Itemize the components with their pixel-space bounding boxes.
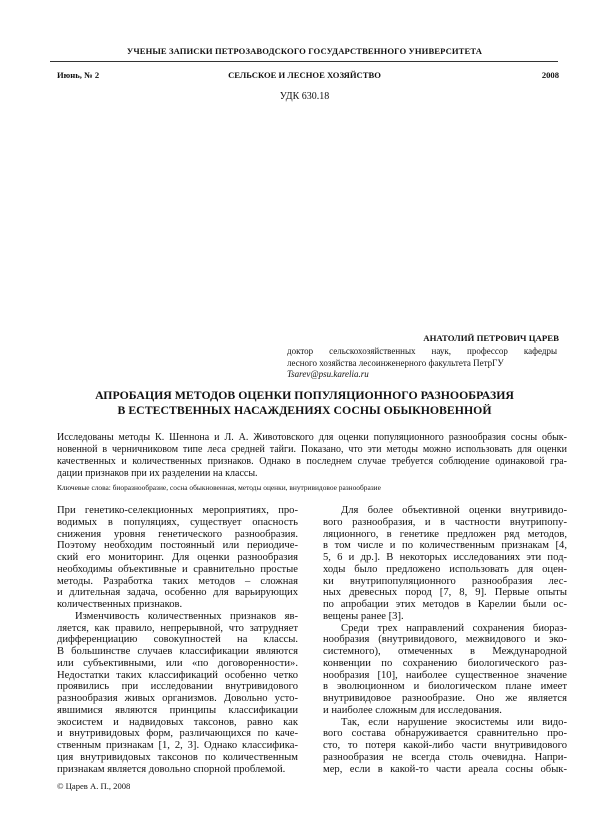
paragraph-line: в том числе и по количественным признакам [4, [323,540,567,552]
paragraph-line: разнообразия живых организмов. Довольно усто- [57,693,298,704]
keywords: Ключевые слова: биоразнообразие, сосна обыкновенная, методы оценки, внутривидовое разнообразие [57,483,381,492]
paragraph-line: Так, если нарушение экосистемы или видо- [341,716,567,728]
paragraph-line: конвенции по сохранению биологического раз- [323,657,567,669]
paragraph-line: вого состава обнаруживается сравнительно про- [323,728,567,740]
affiliation-line: лесного хозяйства лесоинженерного факультета ПетрГУ [287,357,504,368]
paragraph [323,623,567,717]
paragraph-line: нообразия [10], наиболее существенное значение [323,669,567,681]
paragraph-line: сто, то потеря какой-либо части внутривидового [323,740,567,751]
paragraph-line: ных древесных пород [7, 8, 9]. Первые опыты [323,587,567,599]
year-label: 2008 [541,70,559,80]
paragraph-line: вого разнообразия, и в частности внутрипопу- [323,516,567,528]
paragraph-line: ляется, как правило, непрерывной, что затрудняет [57,622,298,634]
copyright: © Царев А. П., 2008 [57,781,131,791]
paragraph-line: ский его мониторинг. Для оценки разнообразия [57,552,298,563]
paragraph-line: мер, если в какой-то части ареала сосны обык- [323,763,567,775]
paragraph-line: Недостатки таких классификаций особенно четко [57,669,298,681]
paragraph-line: вещены ранее [3]. [323,610,404,622]
udk-code: УДК 630.18 [279,91,330,102]
paragraph-line: Среди трех направлений сохранения биораз- [341,622,567,634]
paragraph-line: При генетико-селекционных мероприятиях, про- [57,505,298,516]
body-column-left [57,505,298,775]
paragraph-line: методы. Разработка таких методов – сложная [57,575,298,587]
title-line: АПРОБАЦИЯ МЕТОДОВ ОЦЕНКИ ПОПУЛЯЦИОННОГО РАЗНООБРАЗИЯ [95,388,514,402]
section-label: СЕЛЬСКОЕ И ЛЕСНОЕ ХОЗЯЙСТВО [228,70,381,80]
paragraph-line: и наиболее сложным для исследования. [323,704,502,716]
paragraph-line: ки внутрипопуляционного разнообразия лес- [323,575,567,587]
paragraph-line: или субъективными, или «по договоренности». [57,657,298,669]
abstract-line: новенной в черничниковом типе леса средней тайги. Показано, что эти методы можно использовать для оценки [57,443,567,455]
paragraph-line: экосистем и надвидовых таксонов, равно как [57,716,298,728]
paragraph-line: признакам является довольно спорной проблемой. [57,763,286,775]
abstract-line: Исследованы методы К. Шеннона и Л. А. Животовского для оценки популяционного разнообразия сосны обык- [57,432,567,443]
issue-label: Июнь, № 2 [57,70,100,80]
paragraph-line: дифференциацию совокупностей на классы. [57,634,298,646]
paragraph-line: Для более объективной оценки внутривидо- [341,505,567,516]
paragraph-line: разнообразия не всегда столь очевидна. Напри- [323,751,567,763]
paragraph-line: Поэтому необходим постоянный или периодиче- [57,540,298,552]
paragraph-line: и длительная задача, особенно для варьирующих [57,587,298,599]
paragraph-line: в эволюционном и биологическом плане имеет [323,681,567,693]
abstract-line: дации признаков при их разделении на классы. [57,467,258,479]
paragraph-line: ходы было предложено использовать для оцен- [323,563,567,575]
paragraph-line: явшимися являются принципы классификации [57,704,298,716]
paragraph-line: водимых в популяциях, существует опасность [57,516,298,528]
paragraph-line: нообразия (внутривидового, межвидового и эко- [323,634,567,646]
article-title [0,388,609,418]
body-column-right [323,505,567,775]
paragraph-line: и внутривидовых форм, различающихся по каче- [57,728,298,740]
paragraph [57,611,298,776]
author-name: АНАТОЛИЙ ПЕТРОВИЧ ЦАРЕВ [423,333,559,343]
paragraph-line: системного), отмеченных в Международной [323,646,567,657]
paragraph-line: внутривидовое разнообразие. Оно же является [323,693,567,704]
abstract-line: качественных и количественных признаков. Однако в последнем случае требуется соблюдение одинаковой гра- [57,455,567,467]
paragraph-line: ция внутривидовых таксонов по количественным [57,751,298,763]
paragraph-line: В большинстве случаев классификации являются [57,646,298,657]
author-affiliation [287,346,557,381]
author-email[interactable]: Tsarev@psu.karelia.ru [287,369,369,380]
paragraph [323,717,567,776]
paragraph-line: 5, 6 и др.]. В некоторых исследованиях эти под- [323,552,567,563]
paragraph-line: количественных признаков. [57,599,183,610]
abstract [57,432,567,480]
journal-title: УЧЕНЫЕ ЗАПИСКИ ПЕТРОЗАВОДСКОГО ГОСУДАРСТВЕННОГО УНИВЕРСИТЕТА [126,46,483,56]
paragraph-line: Изменчивость количественных признаков яв- [75,610,298,622]
paragraph [57,505,298,611]
paragraph-line: ляционного, в генетике предложен ряд методов, [323,528,567,540]
paragraph-line: по апробации этих методов в Карелии были ос- [323,599,567,610]
paragraph-line: снижения уровня генетического разнообразия. [57,528,298,540]
paragraph-line: необходимы объективные и сравнительно простые [57,563,298,575]
affiliation-line: доктор сельскохозяйственных наук, профессор кафедры [287,346,557,356]
paragraph [323,505,567,623]
paragraph-line: ственным признакам [1, 2, 3]. Однако классифика- [57,740,298,751]
title-line: В ЕСТЕСТВЕННЫХ НАСАЖДЕНИЯХ СОСНЫ ОБЫКНОВЕННОЙ [117,403,492,417]
paragraph-line: проявились при исследовании внутривидового [57,681,298,693]
header-divider [50,61,558,62]
